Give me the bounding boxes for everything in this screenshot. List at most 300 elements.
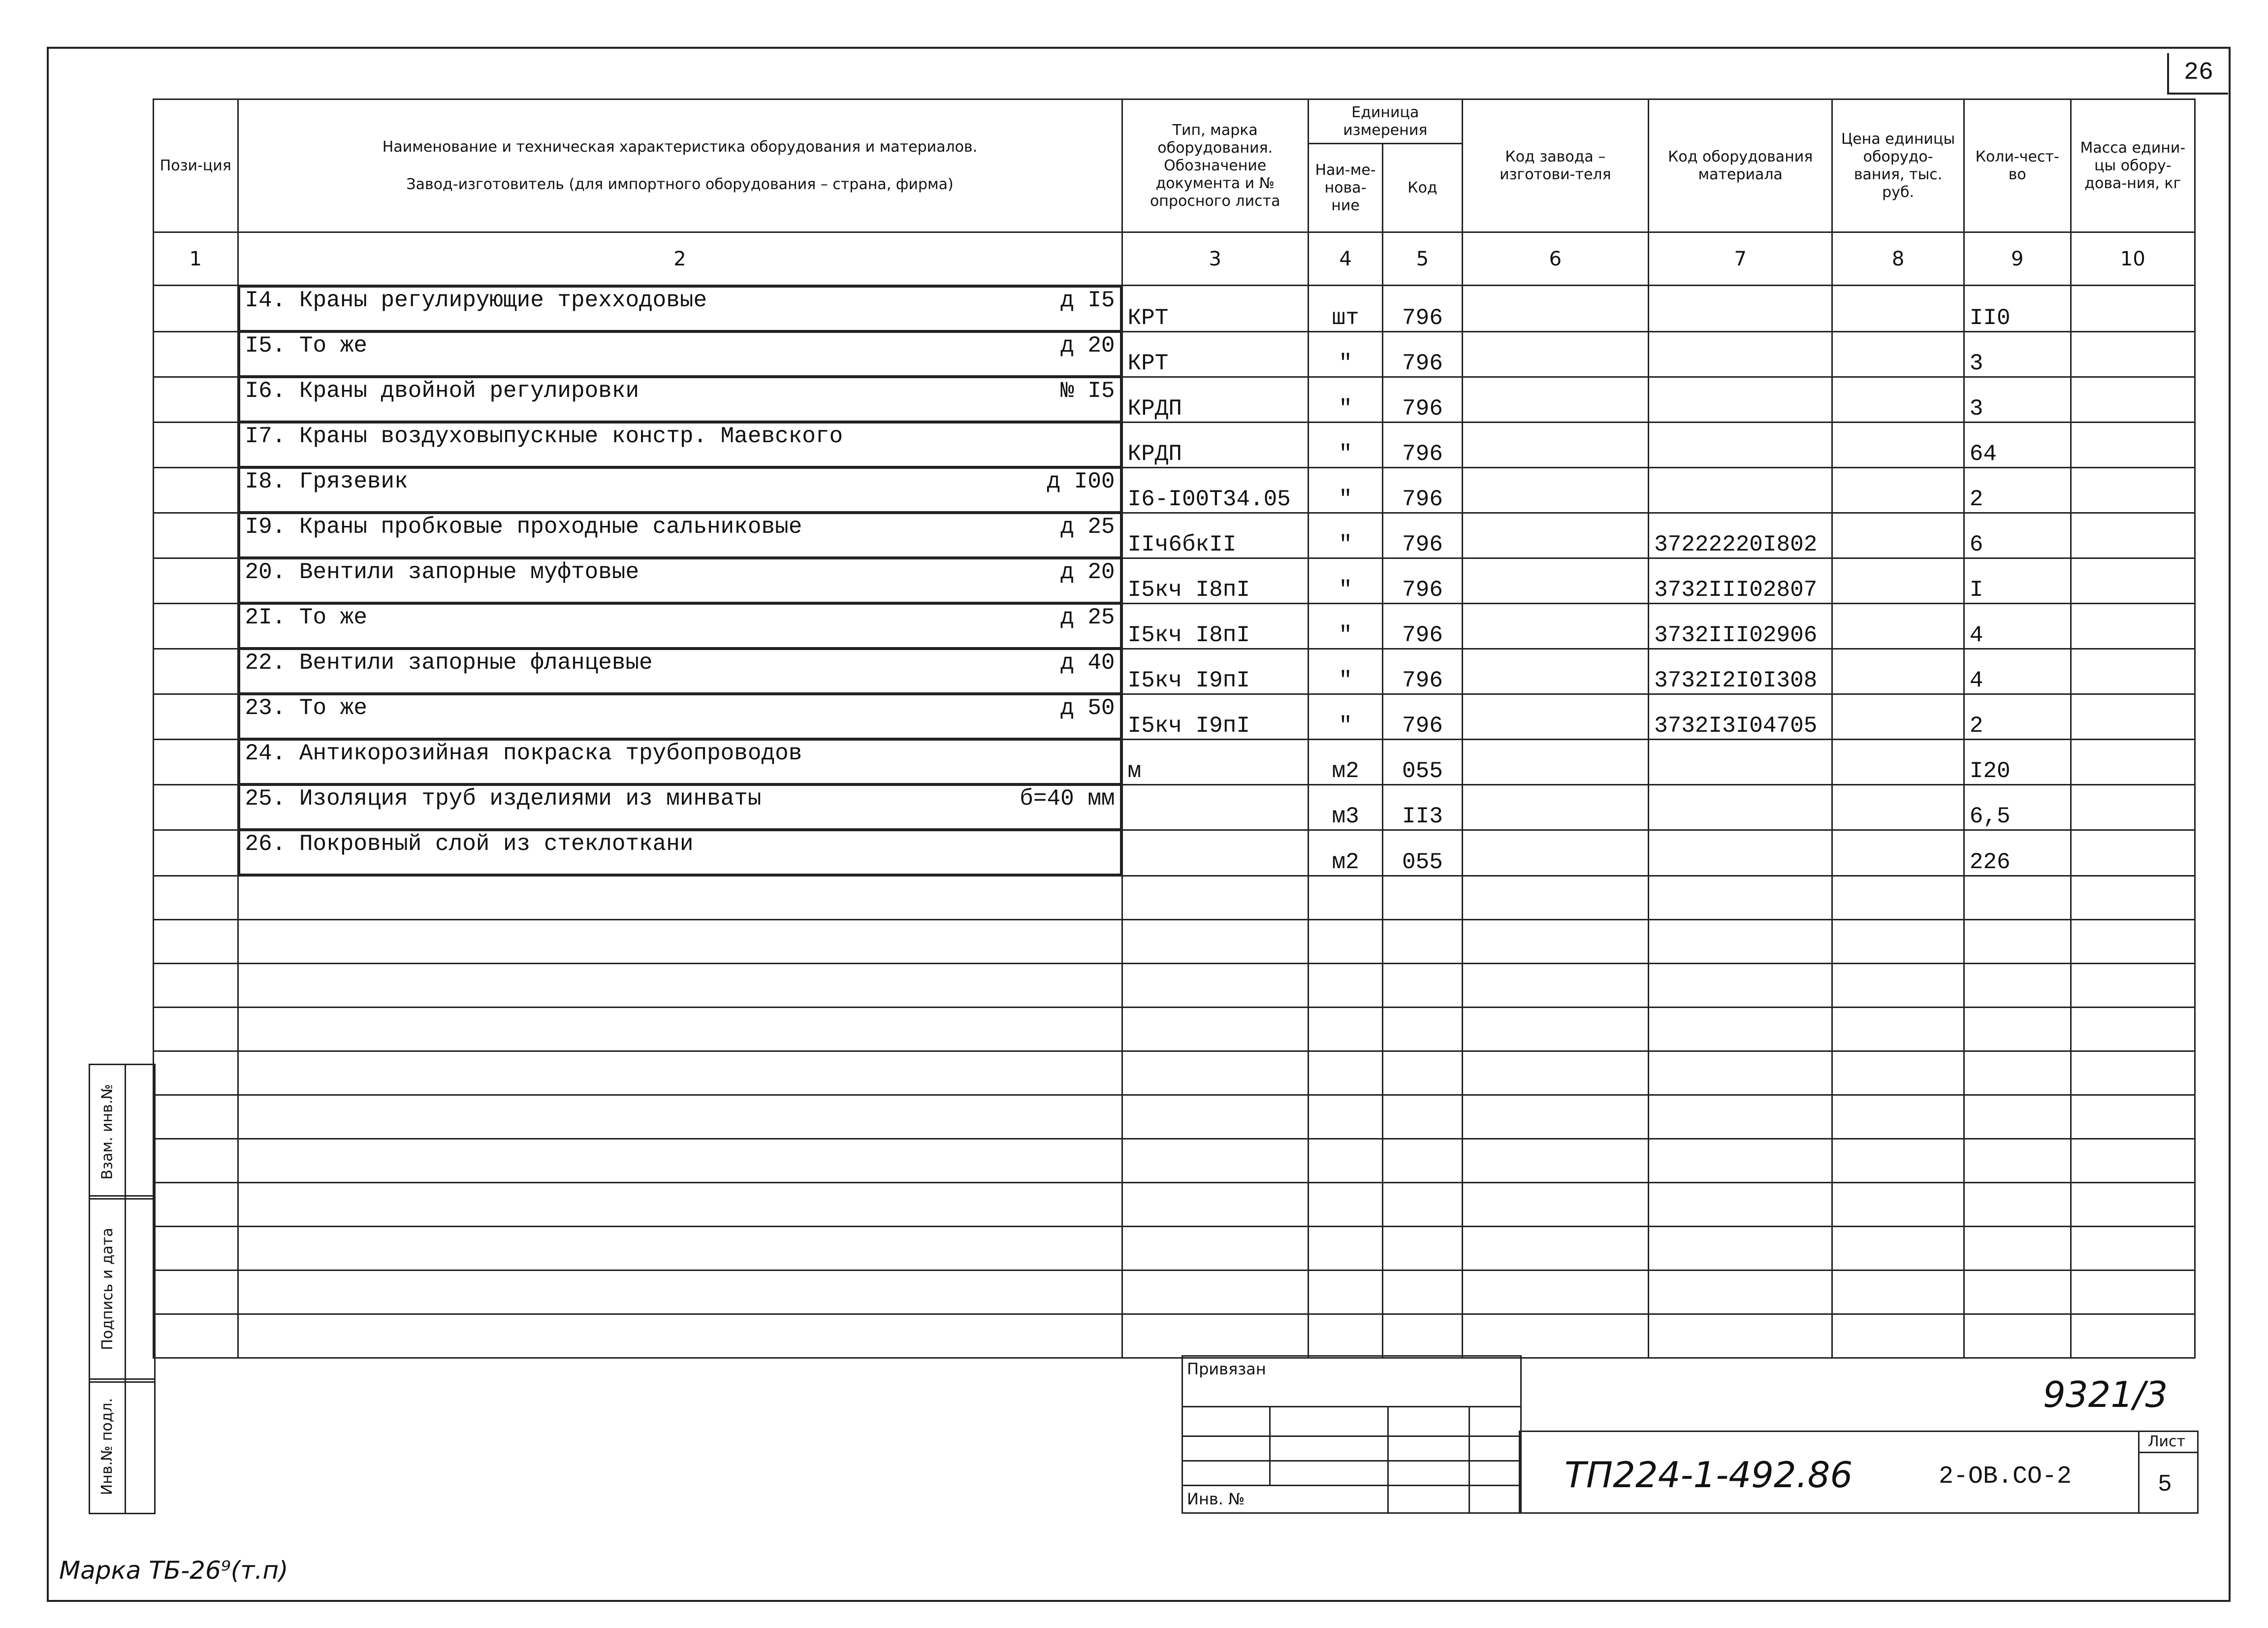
item-name: 2I. То же [245,605,367,630]
header-unit-code: Код [1383,144,1462,232]
cell-position [154,422,238,467]
cell-empty [1964,1270,2071,1314]
cell-type: КРДП [1122,377,1308,422]
cell-position [154,558,238,603]
cell-unit: " [1308,422,1382,467]
cell-mass [2071,784,2195,830]
cell-empty [1383,876,1462,920]
cell-type [1122,830,1308,876]
cell-quantity: 6,5 [1964,784,2071,830]
cell-mass [2071,694,2195,739]
cell-empty [1649,1139,1832,1183]
cell-empty [1964,1314,2071,1358]
cell-name [239,694,1121,739]
table-row [154,603,2195,649]
cell-empty [1832,1227,1964,1270]
cell-unit-code: 796 [1383,694,1462,739]
cell-empty [154,1008,238,1051]
cell-price [1832,377,1964,422]
cell-empty [1832,964,1964,1008]
item-name: I5. То же [245,333,367,358]
item-name: 25. Изоляция труб изделиями из минваты [245,786,762,812]
cell-name [239,558,1121,603]
cell-empty [1649,1051,1832,1095]
cell-manufacturer-code [1462,513,1648,558]
cell-empty [154,1227,238,1270]
cell-empty [1832,1008,1964,1051]
item-size: д I00 [1047,469,1115,494]
cell-unit-code: 796 [1383,331,1462,377]
document-designation: ТП224-1-492.86 [1565,1454,1853,1496]
cell-quantity: 6 [1964,513,2071,558]
cell-position [154,513,238,558]
cell-name [239,422,1121,467]
cell-material-code [1649,377,1832,422]
cell-type: КРТ [1122,331,1308,377]
cell-manufacturer-code [1462,784,1648,830]
column-number: 3 [1122,232,1308,286]
cell-price [1832,649,1964,694]
cell-position [154,286,238,332]
item-size: б=40 мм [1020,786,1115,812]
item-name: 23. То же [245,695,367,721]
item-size: д 40 [1060,650,1115,676]
cell-unit-code: 796 [1383,286,1462,332]
cell-type: м [1122,739,1308,784]
cell-empty [2071,1227,2195,1270]
item-name: 24. Антикорозийная покраска трубопроводов [245,741,802,766]
cell-empty [1462,964,1648,1008]
cell-empty [1462,876,1648,920]
cell-empty [1383,1095,1462,1139]
cell-price [1832,467,1964,513]
column-number: 6 [1462,232,1648,286]
header-manufacturer-code: Код завода – изготови-теля [1462,99,1648,232]
inv-no-label: Инв. № [1187,1490,1245,1508]
cell-empty [2071,1008,2195,1051]
cell-unit: м3 [1308,784,1382,830]
cell-empty [1122,920,1308,964]
cell-empty [1308,1139,1382,1183]
cell-empty [1308,1183,1382,1227]
cell-empty [1308,964,1382,1008]
cell-empty [2071,1270,2195,1314]
cell-manufacturer-code [1462,830,1648,876]
cell-empty [1832,1314,1964,1358]
cell-empty [1383,964,1462,1008]
cell-quantity: I [1964,558,2071,603]
privyazan-block [1182,1355,1522,1514]
cell-quantity: 4 [1964,649,2071,694]
table-row-empty [154,1314,2195,1358]
cell-empty [1383,1139,1462,1183]
cell-empty [154,920,238,964]
cell-price [1832,558,1964,603]
cell-unit: " [1308,694,1382,739]
cell-name [239,830,1121,875]
cell-position [154,377,238,422]
cell-empty [154,876,238,920]
table-row [154,694,2195,739]
cell-empty [1462,1139,1648,1183]
cell-manufacturer-code [1462,331,1648,377]
cell-unit-code: 796 [1383,422,1462,467]
cell-manufacturer-code [1462,649,1648,694]
cell-name [239,286,1121,331]
cell-price [1832,830,1964,876]
table-row-empty [154,1139,2195,1183]
item-name: I7. Краны воздуховыпускные констр. Маевского [245,423,843,449]
cell-empty [1649,964,1832,1008]
cell-unit: " [1308,558,1382,603]
cell-mass [2071,286,2195,332]
header-unit-group: Единица измерения [1308,99,1462,144]
header-unit-name: Наи-ме-нова-ние [1308,144,1382,232]
specification-table [153,98,2196,1359]
cell-empty [2071,1139,2195,1183]
cell-material-code: 37222220I802 [1649,513,1832,558]
cell-type: КРТ [1122,286,1308,332]
cell-empty [1308,876,1382,920]
table-row [154,513,2195,558]
cell-empty [1649,1183,1832,1227]
cell-empty [1122,1095,1308,1139]
cell-manufacturer-code [1462,377,1648,422]
cell-empty [1649,1095,1832,1139]
cell-price [1832,422,1964,467]
cell-type [1122,784,1308,830]
cell-unit: " [1308,331,1382,377]
cell-empty [1383,1051,1462,1095]
cell-quantity: 226 [1964,830,2071,876]
column-number: 9 [1964,232,2071,286]
cell-empty [1383,1227,1462,1270]
cell-empty [1122,876,1308,920]
cell-material-code [1649,739,1832,784]
column-number: 5 [1383,232,1462,286]
cell-quantity: 3 [1964,331,2071,377]
cell-material-code: 3732III02906 [1649,603,1832,649]
cell-empty [1308,1051,1382,1095]
cell-empty [1308,1270,1382,1314]
cell-position [154,603,238,649]
cell-mass [2071,558,2195,603]
cell-mass [2071,830,2195,876]
cell-empty [238,920,1122,964]
cell-empty [1964,1051,2071,1095]
column-number: 10 [2071,232,2195,286]
cell-empty [154,964,238,1008]
document-code: 2-ОВ.СО-2 [1939,1463,2072,1491]
item-size: № I5 [1060,378,1115,404]
table-body [154,286,2195,1358]
cell-empty [1649,876,1832,920]
cell-price [1832,286,1964,332]
item-size: д 20 [1060,559,1115,585]
table-row [154,422,2195,467]
cell-empty [2071,876,2195,920]
cell-empty [238,1270,1122,1314]
cell-empty [1832,1270,1964,1314]
cell-quantity: 2 [1964,467,2071,513]
cell-unit-code: 796 [1383,558,1462,603]
cell-empty [1832,1095,1964,1139]
column-number: 4 [1308,232,1382,286]
cell-position [154,784,238,830]
cell-material-code [1649,422,1832,467]
table-row [154,830,2195,876]
cell-material-code [1649,331,1832,377]
cell-empty [154,1095,238,1139]
table-row-empty [154,1095,2195,1139]
cell-position [154,649,238,694]
table-row [154,286,2195,332]
column-number: 8 [1832,232,1964,286]
cell-empty [1462,1227,1648,1270]
cell-quantity: 2 [1964,694,2071,739]
header-position: Пози-ция [154,99,238,232]
cell-empty [1964,1008,2071,1051]
cell-type: КРДП [1122,422,1308,467]
cell-empty [154,1314,238,1358]
cell-empty [1308,1314,1382,1358]
cell-name [239,784,1121,830]
cell-empty [154,1270,238,1314]
cell-empty [1649,1227,1832,1270]
cell-material-code: 3732III02807 [1649,558,1832,603]
cell-empty [1649,1270,1832,1314]
cell-empty [1122,1008,1308,1051]
margin-sign-date [89,1195,156,1383]
margin-inv-podl [89,1378,156,1514]
table-row-empty [154,876,2195,920]
cell-position [154,694,238,739]
cell-empty [1308,1008,1382,1051]
cell-empty [1832,920,1964,964]
cell-empty [1964,964,2071,1008]
column-number: 7 [1649,232,1832,286]
cell-unit: " [1308,649,1382,694]
sheet-number-top: 26 [2167,53,2228,95]
cell-position [154,467,238,513]
cell-mass [2071,422,2195,467]
cell-empty [238,1095,1122,1139]
cell-empty [1964,920,2071,964]
cell-empty [1383,920,1462,964]
item-size: д 50 [1060,695,1115,721]
margin-vzam-inv-label: Взам. инв.№ [98,1083,116,1180]
item-name: 20. Вентили запорные муфтовые [245,559,639,585]
cell-empty [1964,1095,2071,1139]
cell-name [239,739,1121,784]
header-type: Тип, марка оборудования. Обозначение документа и № опросного листа [1122,99,1308,232]
cell-empty [1383,1008,1462,1051]
cell-empty [1964,1139,2071,1183]
cell-empty [154,1051,238,1095]
cell-name [239,331,1121,377]
cell-manufacturer-code [1462,558,1648,603]
cell-empty [1832,1139,1964,1183]
cell-position [154,331,238,377]
cell-empty [1832,1051,1964,1095]
cell-manufacturer-code [1462,603,1648,649]
cell-manufacturer-code [1462,739,1648,784]
cell-mass [2071,377,2195,422]
cell-unit: " [1308,513,1382,558]
cell-price [1832,784,1964,830]
cell-empty [1122,1051,1308,1095]
cell-empty [1832,1183,1964,1227]
table-row [154,784,2195,830]
table-row-empty [154,1183,2195,1227]
cell-price [1832,694,1964,739]
cell-empty [238,1314,1122,1358]
cell-type: I5кч I9пI [1122,649,1308,694]
cell-mass [2071,331,2195,377]
cell-price [1832,513,1964,558]
item-name: I9. Краны пробковые проходные сальниковые [245,514,802,540]
cell-material-code [1649,286,1832,332]
item-size: д 25 [1060,514,1115,540]
cell-unit-code: 796 [1383,649,1462,694]
cell-unit-code: 796 [1383,377,1462,422]
cell-empty [1462,1095,1648,1139]
cell-empty [1649,920,1832,964]
cell-name [239,467,1121,513]
cell-price [1832,739,1964,784]
cell-empty [1122,1314,1308,1358]
cell-manufacturer-code [1462,422,1648,467]
sheet-number: 5 [2158,1471,2172,1498]
header-name: Наименование и техническая характеристика оборудования и материалов. Завод-изготовитель (для импортного оборудования – страна, фирма) [238,99,1122,232]
cell-empty [1964,1183,2071,1227]
table-row [154,467,2195,513]
cell-empty [1383,1314,1462,1358]
cell-empty [238,1139,1122,1183]
table-row [154,377,2195,422]
cell-material-code [1649,830,1832,876]
cell-empty [238,876,1122,920]
cell-empty [2071,964,2195,1008]
cell-empty [1649,1008,1832,1051]
cell-price [1832,331,1964,377]
cell-quantity: 3 [1964,377,2071,422]
cell-material-code [1649,467,1832,513]
cell-type: IIч6бкII [1122,513,1308,558]
cell-name [239,603,1121,649]
cell-name [239,377,1121,422]
item-name: 22. Вентили запорные фланцевые [245,650,653,676]
cell-empty [1462,1270,1648,1314]
cell-material-code [1649,784,1832,830]
cell-type: I6-I00Т34.05 [1122,467,1308,513]
item-size: д I5 [1060,288,1115,313]
margin-sign-date-label: Подпись и дата [98,1228,116,1350]
cell-empty [1308,1095,1382,1139]
cell-unit-code: 796 [1383,603,1462,649]
item-name: I6. Краны двойной регулировки [245,378,639,404]
cell-unit: " [1308,377,1382,422]
item-size: д 20 [1060,333,1115,358]
item-name: 26. Покровный слой из стеклоткани [245,831,694,857]
cell-empty [1122,1227,1308,1270]
cell-quantity: I20 [1964,739,2071,784]
cell-empty [1122,1139,1308,1183]
cell-empty [1122,1183,1308,1227]
bottom-note: Марка ТБ-26⁹(т.п) [59,1556,288,1585]
cell-mass [2071,603,2195,649]
cell-empty [238,1051,1122,1095]
cell-type: I5кч I9пI [1122,694,1308,739]
item-size: д 25 [1060,605,1115,630]
table-row [154,331,2195,377]
cell-type: I5кч I8пI [1122,558,1308,603]
table-row-empty [154,964,2195,1008]
cell-manufacturer-code [1462,467,1648,513]
cell-unit: м2 [1308,739,1382,784]
table-row [154,739,2195,784]
cell-unit-code: 055 [1383,830,1462,876]
cell-empty [1122,1270,1308,1314]
cell-empty [1308,1227,1382,1270]
cell-empty [238,964,1122,1008]
cell-unit-code: 796 [1383,467,1462,513]
designation-block [1519,1431,2199,1514]
cell-unit: шт [1308,286,1382,332]
cell-empty [1462,1314,1648,1358]
table-row [154,558,2195,603]
privyazan-label: Привязан [1187,1360,1266,1378]
column-number: 1 [154,232,238,286]
table-row-empty [154,1270,2195,1314]
cell-price [1832,603,1964,649]
cell-quantity: 64 [1964,422,2071,467]
handwritten-number: 9321/3 [2043,1374,2168,1415]
cell-quantity: 4 [1964,603,2071,649]
cell-empty [1462,1008,1648,1051]
item-name: I8. Грязевик [245,469,408,494]
cell-unit-code: 055 [1383,739,1462,784]
cell-empty [1462,1051,1648,1095]
margin-vzam-inv [89,1064,156,1200]
cell-name [239,513,1121,558]
cell-empty [1462,1183,1648,1227]
table-row [154,649,2195,694]
table-row-empty [154,920,2195,964]
table-row-empty [154,1051,2195,1095]
cell-empty [1649,1314,1832,1358]
item-name: I4. Краны регулирующие трехходовые [245,288,707,313]
cell-unit-code: II3 [1383,784,1462,830]
header-quantity: Коли-чест-во [1964,99,2071,232]
cell-position [154,830,238,876]
cell-empty [1832,876,1964,920]
sheet-label: Лист [2148,1433,2186,1450]
cell-empty [154,1139,238,1183]
cell-empty [1964,1227,2071,1270]
cell-empty [1383,1270,1462,1314]
table-row-empty [154,1008,2195,1051]
cell-empty [238,1227,1122,1270]
cell-empty [1462,920,1648,964]
cell-empty [1308,920,1382,964]
header-mass: Масса едини-цы обору-дова-ния, кг [2071,99,2195,232]
cell-quantity: II0 [1964,286,2071,332]
cell-empty [2071,920,2195,964]
header-price: Цена единицы оборудо-вания, тыс. руб. [1832,99,1964,232]
cell-position [154,739,238,784]
cell-empty [2071,1183,2195,1227]
